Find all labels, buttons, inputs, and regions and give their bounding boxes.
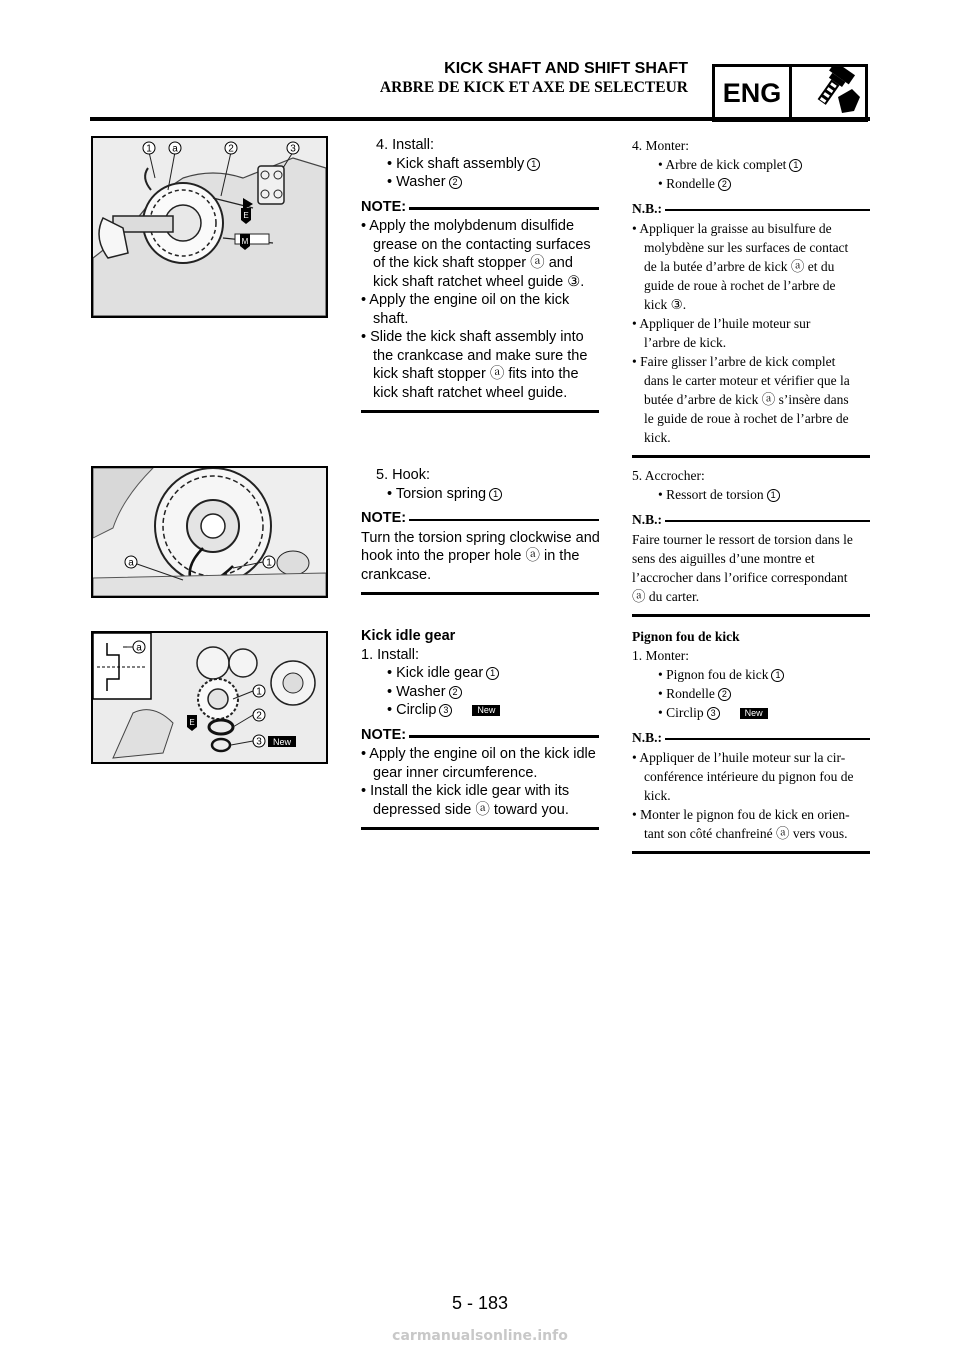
header-title-fr: ARBRE DE KICK ET AXE DE SELECTEUR	[379, 79, 688, 96]
note-label: NOTE:	[361, 726, 407, 743]
ref-number: 1	[527, 158, 540, 171]
section-heading: Pignon fou de kick	[632, 629, 740, 644]
step-label: 4. Monter:	[632, 138, 689, 153]
note-end-rule	[632, 455, 870, 458]
note-line: the crankcase and make sure the	[373, 347, 588, 364]
new-badge: New	[272, 737, 292, 747]
photo-kick-shaft-assembly	[91, 136, 328, 318]
list-item: • Rondelle 2	[632, 684, 870, 703]
note-line: • Appliquer de l’huile moteur sur	[632, 316, 811, 331]
eng-section-badge	[712, 64, 868, 122]
lube-e-icon: E	[243, 211, 249, 220]
note-header	[361, 198, 599, 217]
note-label: NOTE:	[361, 198, 407, 215]
note-line: conférence intérieure du pignon fou de	[644, 769, 854, 784]
photo-torsion-spring	[91, 466, 328, 598]
lube-e-icon: E	[189, 718, 195, 727]
note-line: • Faire glisser l’arbre de kick complet	[632, 354, 836, 369]
note-line: kick shaft stopper ⓐ fits into the	[373, 366, 579, 382]
new-badge: New	[472, 705, 500, 716]
section-3-en	[361, 627, 599, 830]
note-line: l’accrocher dans l’orifice correspondant	[632, 570, 848, 585]
callout-3: 3	[290, 143, 296, 155]
ref-number: 1	[767, 489, 780, 502]
note-label: N.B.:	[632, 201, 662, 216]
header-title-en: KICK SHAFT AND SHIFT SHAFT	[444, 60, 688, 77]
note-line: crankcase.	[361, 566, 432, 583]
note-line: hook into the proper hole ⓐ in the	[361, 548, 580, 564]
list-item: • Kick idle gear 1	[361, 664, 599, 683]
lube-m-icon: M	[241, 237, 249, 246]
note-label: NOTE:	[361, 510, 407, 526]
note-end-rule	[361, 410, 599, 413]
list-item: • Pignon fou de kick 1	[632, 665, 870, 684]
note-line: • Slide the kick shaft assembly into	[361, 329, 584, 345]
section-1-en	[361, 136, 599, 413]
note-line: le guide de roue à rochet de l’arbre de	[644, 411, 849, 426]
callout-2: 2	[256, 710, 262, 722]
section-2-en	[361, 466, 599, 595]
page-number: 5 - 183	[451, 1293, 509, 1313]
section-heading: Kick idle gear	[361, 628, 456, 644]
note-line: kick shaft ratchet wheel guide.	[373, 384, 568, 401]
list-item: • Circlip 3 New	[632, 703, 870, 722]
note-line: molybdène sur les surfaces de contact	[644, 240, 849, 255]
note-line: • Appliquer de l’huile moteur sur la cir-	[632, 750, 846, 765]
callout-1: 1	[146, 143, 152, 155]
ref-number: 1	[486, 667, 499, 680]
callout-a: a	[128, 557, 134, 569]
ref-number: 2	[449, 686, 462, 699]
callout-2: 2	[228, 143, 234, 155]
note-header	[632, 199, 870, 218]
note-header	[632, 728, 870, 747]
note-line: Faire tourner le ressort de torsion dans le	[632, 532, 853, 547]
list-item: • Washer 2	[361, 173, 599, 192]
ref-number: 3	[439, 704, 452, 717]
list-item: • Circlip 3 New	[361, 701, 599, 720]
note-line: Turn the torsion spring clockwise and	[361, 529, 600, 546]
note-line: kick shaft ratchet wheel guide ③.	[373, 273, 585, 290]
engine-wrench-icon	[792, 67, 865, 119]
note-end-rule	[361, 827, 599, 830]
ref-number: 1	[789, 159, 802, 172]
note-line: • Apply the engine oil on the kick	[361, 292, 570, 308]
note-line: • Monter le pignon fou de kick en orien-	[632, 807, 850, 822]
note-line: gear inner circumference.	[373, 764, 538, 781]
ref-number: 1	[771, 669, 784, 682]
note-line: grease on the contacting surfaces	[373, 236, 591, 253]
note-line: kick ③.	[644, 297, 687, 312]
note-line: shaft.	[373, 310, 409, 327]
note-end-rule	[632, 614, 870, 617]
note-label: N.B.:	[632, 730, 662, 745]
note-line: depressed side ⓐ toward you.	[373, 801, 569, 818]
list-item: • Rondelle 2	[632, 174, 870, 193]
note-line: dans le carter moteur et vérifier que la	[644, 373, 850, 388]
ref-number: 1	[489, 488, 502, 501]
note-line: sens des aiguilles d’une montre et	[632, 551, 815, 566]
note-line: ⓐ du carter.	[632, 589, 700, 604]
note-label: N.B.:	[632, 512, 662, 527]
list-item: • Torsion spring 1	[361, 485, 599, 504]
note-line: of the kick shaft stopper ⓐ and	[373, 255, 573, 271]
callout-3: 3	[256, 736, 262, 748]
note-line: • Appliquer la graisse au bisulfure de	[632, 221, 832, 236]
section-3-fr	[632, 627, 870, 854]
note-end-rule	[632, 851, 870, 854]
list-item: • Washer 2	[361, 683, 599, 702]
list-item: • Ressort de torsion 1	[632, 485, 870, 504]
step-label: 1. Install:	[361, 646, 420, 663]
note-line: • Install the kick idle gear with its	[361, 783, 570, 799]
callout-1: 1	[256, 686, 262, 698]
note-line: l’arbre de kick.	[644, 335, 727, 350]
ref-number: 2	[449, 176, 462, 189]
step-label: 5. Hook:	[376, 467, 430, 483]
photo-kick-idle-gear	[91, 631, 328, 764]
ref-number: 2	[718, 178, 731, 191]
note-line: kick.	[644, 788, 671, 803]
note-line: butée d’arbre de kick ⓐ s’insère dans	[644, 392, 849, 407]
note-line: • Apply the engine oil on the kick idle	[361, 746, 596, 762]
ref-number: 3	[707, 707, 720, 720]
step-label: 1. Monter:	[632, 648, 689, 663]
step-label: 5. Accrocher:	[632, 468, 705, 483]
note-header	[361, 509, 599, 528]
section-1-fr	[632, 136, 870, 458]
note-line: • Apply the molybdenum disulfide	[361, 218, 575, 234]
callout-1: 1	[266, 557, 272, 569]
list-item: • Arbre de kick complet 1	[632, 155, 870, 174]
watermark: carmanualsonline.info	[392, 1328, 568, 1344]
note-header	[632, 510, 870, 529]
section-2-fr	[632, 466, 870, 617]
eng-label: ENG	[715, 67, 792, 119]
note-line: tant son côté chanfreiné ⓐ vers vous.	[644, 826, 848, 841]
new-badge: New	[740, 708, 768, 719]
callout-a: a	[172, 143, 178, 155]
note-header	[361, 726, 599, 745]
note-line: guide de roue à rochet de l’arbre de	[644, 278, 836, 293]
note-line: de la butée d’arbre de kick ⓐ et du	[644, 259, 835, 274]
ref-number: 2	[718, 688, 731, 701]
step-label: 4. Install:	[376, 137, 435, 153]
note-line: kick.	[644, 430, 671, 445]
list-item: • Kick shaft assembly 1	[361, 155, 599, 174]
note-end-rule	[361, 592, 599, 595]
callout-a: a	[136, 642, 142, 654]
